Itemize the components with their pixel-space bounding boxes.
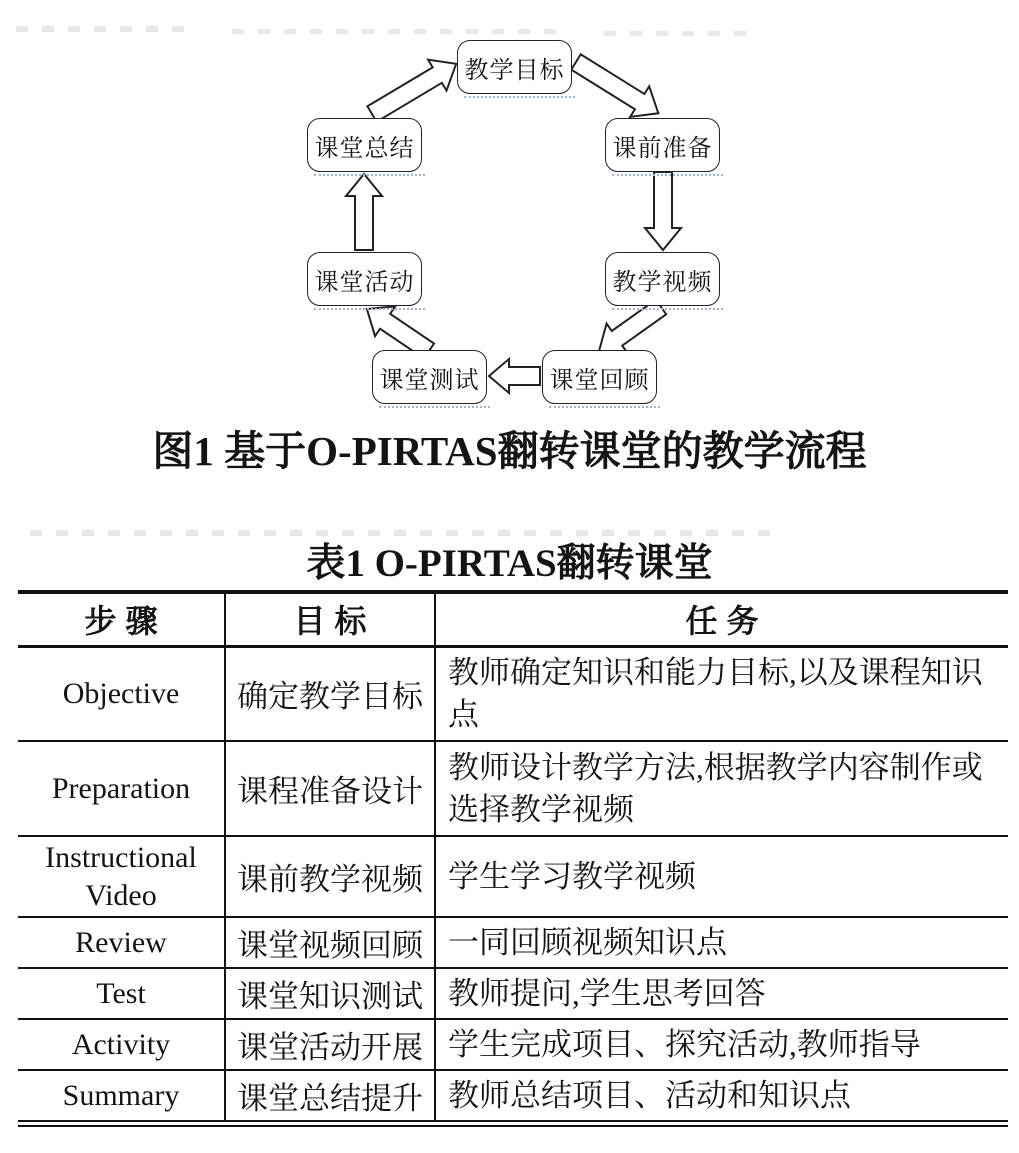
- flow-node-activity: [307, 252, 422, 306]
- cell-step: Test: [96, 976, 146, 1010]
- table-row: [18, 741, 1008, 836]
- cell-step: Review: [75, 925, 167, 959]
- flow-node-test: [372, 350, 487, 404]
- flow-node-label: 课前准备: [612, 135, 713, 162]
- table-row: [18, 1070, 1008, 1120]
- table-row: [18, 917, 1008, 968]
- cell-step: Objective: [62, 677, 180, 710]
- arrow-activity-to-summary: [346, 174, 382, 250]
- arrow-review-to-test: [489, 359, 540, 393]
- opirtas-table: [18, 590, 1008, 1120]
- flow-node-objective: [457, 40, 572, 94]
- cell-goal: 课堂知识测试: [225, 968, 435, 1019]
- cell-step: Summary: [62, 1078, 180, 1112]
- cell-goal: 课程准备设计: [225, 741, 435, 836]
- table-row: [18, 1019, 1008, 1070]
- flow-node-label: 教学视频: [612, 269, 713, 296]
- figure-caption: 图1 基于O-PIRTAS翻转课堂的教学流程: [152, 428, 867, 474]
- table-row: [18, 836, 1008, 917]
- table-row: [18, 646, 1008, 741]
- table-title: 表1 O-PIRTAS翻转课堂: [306, 542, 713, 585]
- cell-task: 一同回顾视频知识点: [435, 917, 1008, 968]
- cell-task: 教师设计教学方法,根据教学内容制作或选择教学视频: [435, 741, 1008, 836]
- column-header-goal: 目 标: [225, 592, 435, 646]
- table-row: [18, 968, 1008, 1019]
- cell-goal: 确定教学目标: [225, 646, 435, 741]
- cell-goal: 课堂视频回顾: [225, 917, 435, 968]
- cell-step: Preparation: [51, 771, 191, 805]
- flow-node-label: 课堂总结: [314, 135, 415, 162]
- cell-step: Activity: [71, 1027, 171, 1061]
- arrow-preparation-to-video: [645, 172, 681, 250]
- cell-goal: 课前教学视频: [225, 836, 435, 917]
- flow-node-label: 课堂回顾: [549, 367, 650, 394]
- cell-task: 教师总结项目、活动和知识点: [435, 1070, 1008, 1120]
- cell-goal: 课堂总结提升: [225, 1070, 435, 1120]
- cell-task: 教师提问,学生思考回答: [435, 968, 1008, 1019]
- cell-task: 学生学习教学视频: [435, 836, 1008, 917]
- opirtas-table-wrap: [18, 590, 1008, 1127]
- flow-node-label: 教学目标: [464, 57, 565, 84]
- flow-node-summary: [307, 118, 422, 172]
- arrow-objective-to-preparation: [566, 47, 667, 129]
- cell-task: 教师确定知识和能力目标,以及课程知识点: [435, 646, 1008, 741]
- flow-node-video: [605, 252, 720, 306]
- flow-node-preparation: [605, 118, 720, 172]
- table-header-row: [18, 592, 1008, 646]
- cell-goal: 课堂活动开展: [225, 1019, 435, 1070]
- column-header-step: 步 骤: [18, 592, 225, 646]
- flipped-classroom-flow-diagram: [0, 0, 1019, 415]
- flow-node-review: [542, 350, 657, 404]
- cell-step: Instructional Video: [45, 841, 197, 912]
- column-header-task: 任 务: [435, 592, 1008, 646]
- cell-task: 学生完成项目、探究活动,教师指导: [435, 1019, 1008, 1070]
- flow-node-label: 课堂测试: [379, 367, 480, 394]
- flow-node-label: 课堂活动: [314, 269, 415, 296]
